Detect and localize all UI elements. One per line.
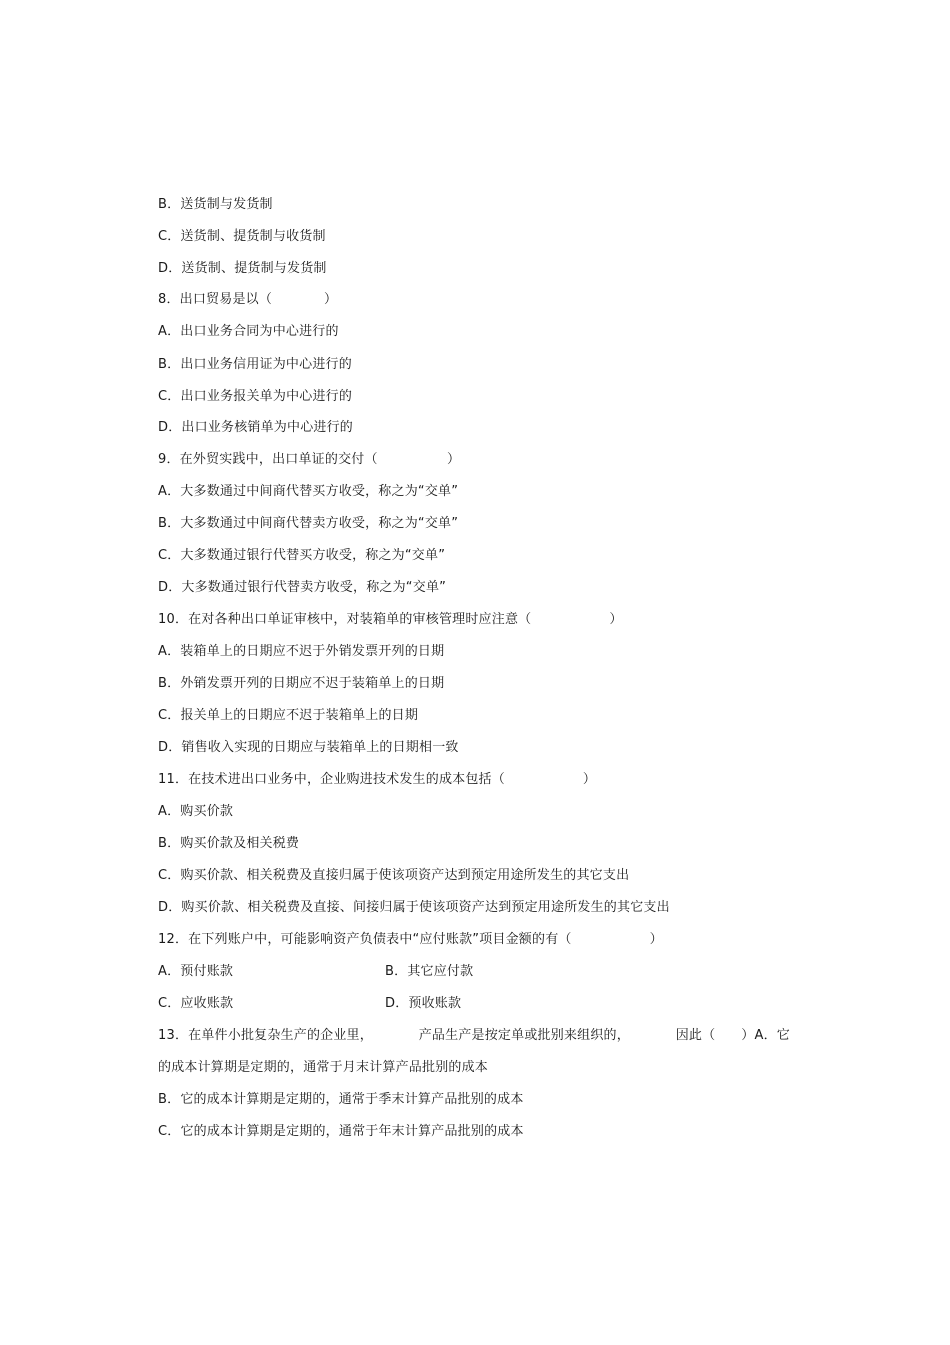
option-line: B．外销发票开列的日期应不迟于装箱单上的日期 [158, 676, 445, 691]
option-line: B．购买价款及相关税费 [158, 836, 300, 851]
option-line: D．预收账款 [385, 996, 462, 1011]
option-line: D．送货制、提货制与发货制 [158, 261, 327, 276]
option-line: B．送货制与发货制 [158, 197, 273, 212]
option-line: B．出口业务信用证为中心进行的 [158, 357, 352, 372]
option-line: D．购买价款、相关税费及直接、间接归属于使该项资产达到预定用途所发生的其它支出 [158, 900, 670, 915]
question-8: 8．出口贸易是以（ ） [158, 292, 338, 307]
option-line: C．大多数通过银行代替买方收受，称之为“交单” [158, 548, 446, 563]
option-line: B．其它应付款 [385, 964, 474, 979]
option-line: A．装箱单上的日期应不迟于外销发票开列的日期 [158, 644, 445, 659]
option-line: C．购买价款、相关税费及直接归属于使该项资产达到预定用途所发生的其它支出 [158, 868, 630, 883]
question-13-continuation: 的成本计算期是定期的，通常于月末计算产品批别的成本 [158, 1060, 489, 1075]
option-line: A．出口业务合同为中心进行的 [158, 324, 339, 339]
option-line: B．大多数通过中间商代替卖方收受，称之为“交单” [158, 516, 459, 531]
question-13 [158, 1027, 790, 1045]
option-line: C．报关单上的日期应不迟于装箱单上的日期 [158, 708, 419, 723]
option-line: B．它的成本计算期是定期的，通常于季末计算产品批别的成本 [158, 1092, 524, 1107]
option-line: D．销售收入实现的日期应与装箱单上的日期相一致 [158, 740, 459, 755]
question-11: 11．在技术进出口业务中，企业购进技术发生的成本包括（ ） [158, 772, 597, 787]
question-9: 9．在外贸实践中，出口单证的交付（ ） [158, 452, 461, 467]
question-12: 12．在下列账户中，可能影响资产负债表中“应付账款”项目金额的有（ ） [158, 932, 663, 947]
option-line: A．预付账款 [158, 964, 234, 979]
option-line: D．大多数通过银行代替卖方收受，称之为“交单” [158, 580, 447, 595]
question-10: 10．在对各种出口单证审核中，对装箱单的审核管理时应注意（ ） [158, 612, 623, 627]
option-line: A．大多数通过中间商代替买方收受，称之为“交单” [158, 484, 459, 499]
option-line: C．送货制、提货制与收货制 [158, 229, 326, 244]
option-line: A．购买价款 [158, 804, 234, 819]
option-line: C．出口业务报关单为中心进行的 [158, 389, 353, 404]
question-13-part: 因此（ ）A．它 [675, 1028, 790, 1043]
option-line: C．应收账款 [158, 996, 234, 1011]
option-line: D．出口业务核销单为中心进行的 [158, 420, 354, 435]
option-line: C．它的成本计算期是定期的，通常于年末计算产品批别的成本 [158, 1124, 524, 1139]
question-13-part: 13．在单件小批复杂生产的企业里， [158, 1028, 373, 1043]
question-13-part: 产品生产是按定单或批别来组织的， [418, 1028, 630, 1043]
